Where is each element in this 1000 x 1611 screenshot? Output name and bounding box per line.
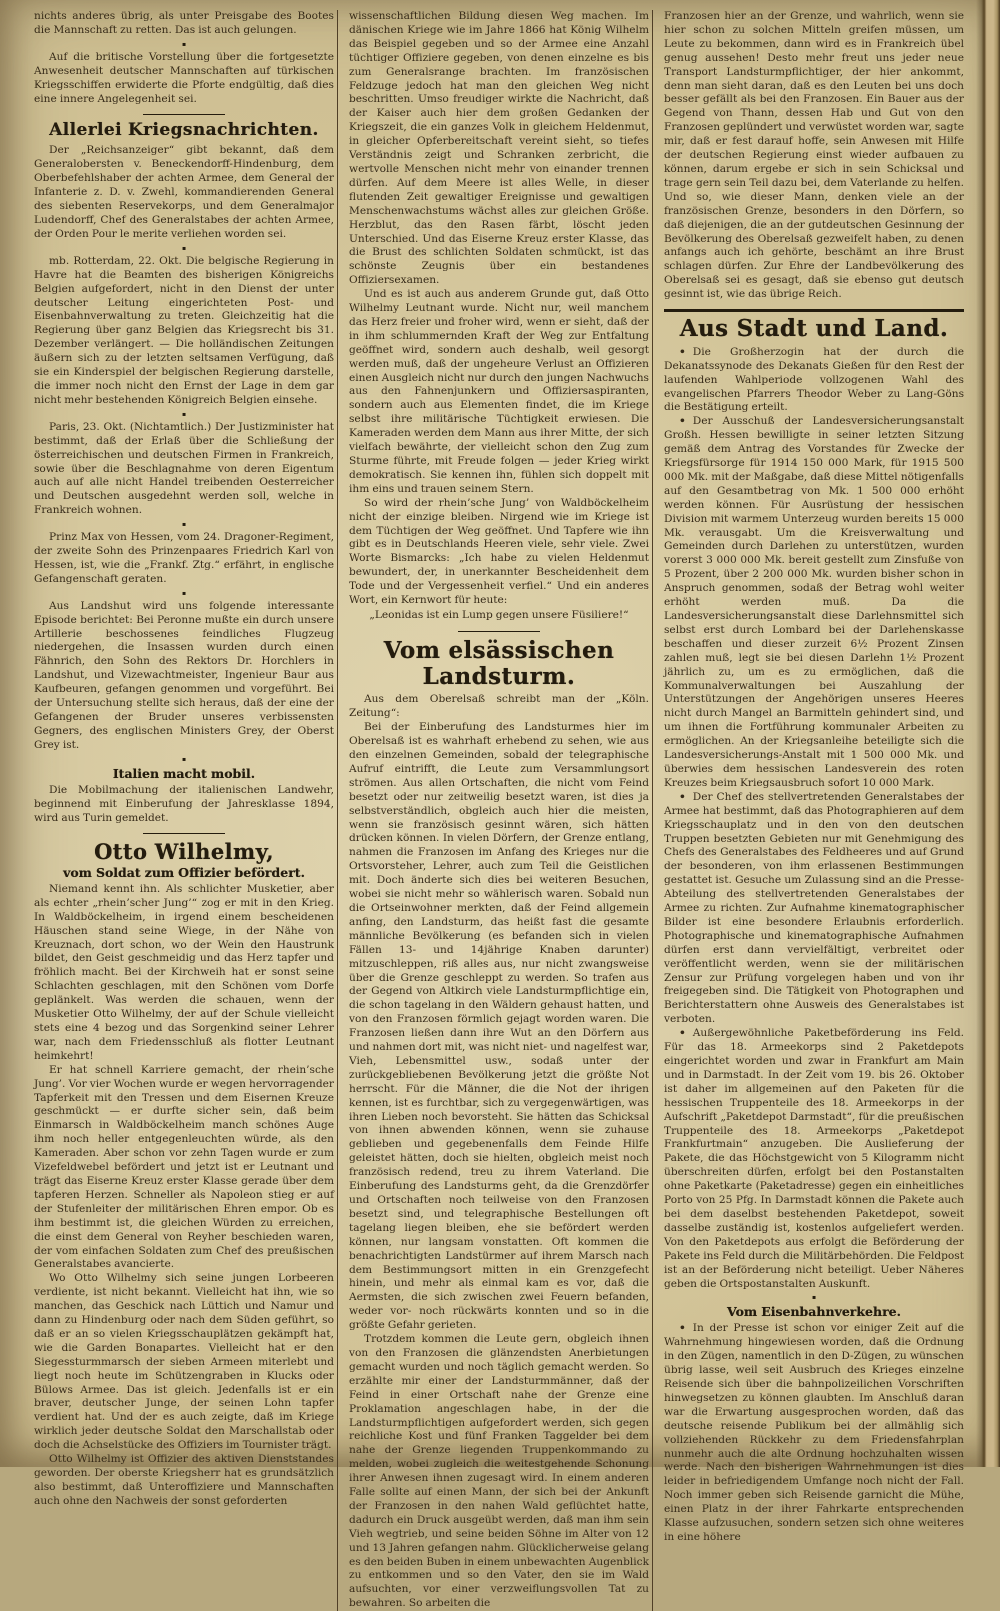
column-3 <box>652 10 967 1611</box>
paragraph: Und es ist auch aus anderem Grunde gut, daß Otto Wilhelmy Leutnant wurde. Nicht nur, weil manchem das Herz freier und froher wird, wenn er sieht, daß der in ihm schlummernden Kraft der Weg zur Entfaltung geöffnet wird, sondern auch deshalb, weil gesorgt werden muß, daß der ungeheure Verlust an Offizieren einen Ausgleich nicht nur durch den jungen Nachwuchs aus den Fahnenjunkern und Offiziersaspiranten, sondern auch aus Elementen findet, die im Kriege selbst ihre militärische Tüchtigkeit erwiesen. Die Kameraden werden dem Mann aus ihrer Mitte, der sich vielfach bewährte, der vielleicht schon den Zug zum Sturme führte, mit Freude folgen — jeder Krieg wirkt demokratisch. Sie kennen ihn, fühlen sich doppelt mit ihm eins und trauen seinem Stern. <box>349 288 649 495</box>
article-headline: Aus Stadt und Land. <box>679 315 949 343</box>
article-headline: Vom elsässischen Landsturm. <box>383 636 615 690</box>
section-rule <box>664 309 964 312</box>
paragraph: Aus dem Oberelsaß schreibt man der „Köln. Zeitung“: <box>349 693 649 720</box>
news-item: • Die Großherzogin hat der durch die Dekanatssynode des Dekanats Gießen für den Rest der laufenden Wahlperiode vollzogenen Wahl des evangelischen Pfarrers Theodor Weber zu Lang-Göns die Bestätigung erteilt. <box>664 345 964 414</box>
paragraph: nichts anderes übrig, als unter Preisgabe des Bootes die Mannschaft zu retten. Das ist auch gelungen. <box>34 10 334 36</box>
paragraph: Paris, 23. Okt. (Nichtamtlich.) Der Justizminister hat bestimmt, daß der Erlaß über die Schließung der österreichischen und deutschen Firmen in Frankreich, sowie über die Beschlagnahme von deren Eigentum auch auf alle nicht Handel treibenden Oesterreicher und Deutschen ausgedehnt werden soll, welche in Frankreich wohnen. <box>34 420 334 517</box>
paragraph: Prinz Max von Hessen, vom 24. Dragoner-Regiment, der zweite Sohn des Prinzenpaares Friedrich Karl von Hessen, ist, wie die „Frankf. Ztg.“ erfährt, in englische Gefangenschaft geraten. <box>34 531 334 585</box>
paragraph: Er hat schnell Karriere gemacht, der rhein’sche Jung’. Vor vier Wochen wurde er wegen hervorragender Tapferkeit mit den Tressen und dem Eisernen Kreuze geschmückt — er durfte sicher sein, daß beim Einmarsch in Waldböckelheim manch schönes Auge ihm noch heller entgegenleuchten würde, als den Kameraden. Aber schon vor zehn Tagen wurde er zum Vizefeldwebel befördert und jetzt ist er Leutnant und trägt das Eiserne Kreuz erster Klasse gerade über dem tapferen Herzen. Schneller als Napoleon stieg er auf der Stufenleiter der militärischen Ehren empor. Ob es ihm bestimmt ist, die gleichen Würden zu erreichen, die einst dem General von Reyher beschieden waren, der vom einfachen Soldaten zum Chef des preußischen Generalstabes avancierte. <box>34 1063 334 1271</box>
separator-mark-icon: ▪ <box>811 1294 817 1302</box>
paragraph: wissenschaftlichen Bildung diesen Weg machen. Im dänischen Kriege wie im Jahre 1866 hat König Wilhelm das Beispiel gegeben und so der Armee eine Anzahl tüchtiger Offiziere gegeben, von denen einzelne es bis zum Generalsrange brachten. Im französischen Feldzuge jedoch hat man den gleichen Weg nicht beschritten. Umso freudiger wirkte die Nachricht, daß der Kaiser auch hier dem großen Gedanken der Kriegszeit, die ein ganzes Volk in gleichem Heldenmut, in gleicher Opferbereitschaft vereint sieht, so tiefes Verständnis zeigt und Schranken zerbricht, die wertvolle Menschen nicht mehr von einander trennen dürfen. Auf dem Meere ist alles Welle, in dieser flutenden Zeit gewaltiger Ereignisse und gewaltigen Menschenwachstums wächst alles zur gleichen Größe. Herzblut, das den Rasen färbt, löscht jeden Unterschied. Und das Eiserne Kreuz erster Klasse, das die Brust des schlichten Soldaten schmückt, ist das schönste Zeugnis über ein bestandenes Offiziersexamen. <box>349 10 649 287</box>
paragraph: So wird der rhein’sche Jung’ von Waldböckelheim nicht der einzige bleiben. Nirgend wie im Kriege ist dem Tüchtigen der Weg geöffnet. Und Tapfere wie ihn gibt es in Deutschlands Heeren viele, sehr viele. Zwei Worte Bismarcks: „Ich habe zu vielen Heldenmut bewundert, der, in unerkannter Bescheidenheit dem Tode und der Vergessenheit verfiel.“ Und ein anderes Wort, ein Kernwort für heute: <box>349 496 649 607</box>
columns <box>34 10 969 1611</box>
paragraph: Franzosen hier an der Grenze, und wahrlich, wenn sie hier schon zu solchen Mitteln greifen müssen, um Leute zu bekommen, dann wird es in Frankreich übel genug aussehen! Desto mehr freut uns jeder neue Transport Landsturmpflichtiger, der hier ankommt, denn man sieht daran, daß es den Leuten bei uns doch besser gefällt als bei den Franzosen. Ein Bauer aus der Gegend von Thann, dessen Hab und Gut von den Franzosen geplündert und verwüstet worden war, sagte mir, daß er fest darauf hoffe, sein Anwesen mit Hilfe der deutschen Regierung einst wieder aufbauen zu können, darum ergebe er sich in sein Schicksal und trage gern sein Teil dazu bei, dem Vaterlande zu helfen. Und so, wie dieser Mann, denken viele an der französischen Grenze, besonders in den Dörfern, so daß diejenigen, die an der gutdeutschen Gesinnung der Bevölkerung des Oberelsaß gezweifelt haben, zu denen anfangs auch ich gehörte, beschämt an ihre Brust schlagen dürfen. Zur Ehre der Landbevölkerung des Oberelsaß sei es gesagt, daß sie ebenso gut deutsch gesinnt ist, wie das übrige Reich. <box>664 10 964 301</box>
article-subheadline: Vom Eisenbahnverkehre. <box>727 1304 901 1320</box>
item-bullet-icon: • <box>679 1027 686 1040</box>
separator-mark-icon: ▪ <box>181 755 187 763</box>
paragraph: Otto Wilhelmy ist Offizier des aktiven Dienststandes geworden. Der oberste Kriegsherr hat es grundsätzlich also bestimmt, daß Unteroffiziere und Mannschaften auch ohne den Nachweis der sonst geforderten <box>34 1453 334 1507</box>
article-headline: Allerlei Kriegsnachrichten. <box>49 120 319 141</box>
paragraph: mb. Rotterdam, 22. Okt. Die belgische Regierung in Havre hat die Beamten des bisherigen Königreichs Belgien aufgefordert, nicht in den Dienst der unter deutscher Leitung eingerichteten Post- und Eisenbahnverwaltung zu treten. Gleichzeitig hat die Regierung über ganz Belgien das Kriegsrecht bis 31. Dezember verlängert. — Die holländischen Zeitungen äußern sich zu der letzten seltsamen Verfügung, daß sie ein Kinderspiel der belgischen Regierung darstelle, die immer noch nicht den Ernst der Lage in dem gar nicht mehr bestehenden Königreich Belgien einsehe. <box>34 254 334 406</box>
paragraph: Wo Otto Wilhelmy sich seine jungen Lorbeeren verdiente, ist nicht bekannt. Vielleicht hat ihn, wie so manchen, das Geschick nach Lüttich und Namur und dann zu Hindenburg oder nach dem Süden geführt, so daß er an so vielen Kriegsschauplätzen gekämpft hat, wie die Garden Bonapartes. Vielleicht hat er den Siegessturmmarsch der sieben Armeen miterlebt und liegt noch heute im Schützengraben in Klucks oder Bülows Armee. Das ist gleich. Jedenfalls ist er ein braver, deutscher Junge, der seinen Lohn tapfer verdient hat. Und der es auch zeigte, daß im Kriege wirklich jeder deutsche Soldat den Marschallstab oder doch die Achselstücke des Offiziers im Tournister trägt. <box>34 1272 334 1452</box>
separator-mark-icon: ▪ <box>181 244 187 252</box>
quote-line: „Leonidas ist ein Lump gegen unsere Füsiliere!“ <box>369 608 629 621</box>
article-subheadline: Italien macht mobil. <box>112 765 256 781</box>
paragraph: Niemand kennt ihn. Als schlichter Musketier, aber als echter „rhein’scher Jung’“ zog er mit in den Krieg. In Waldböckelheim, in irgend einem bescheidenen Häuschen stand seine Wiege, in der Nähe von Kreuznach, dort schon, wo der Wein den Haustrunk bildet, den Geist geschmeidig und das Herz tapfer und fröhlich macht. Bei der Kirchweih hat er sonst seine Schlachten geschlagen, mit den Schönen vom Dorfe geplänkelt. Was werden die schauen, wenn der Musketier Otto Wilhelmy, der auf der Schule vielleicht stets eine 4 bezog und das Sorgenkind seiner Lehrer war, nach dem Friedensschluß als flotter Leutnant heimkehrt! <box>34 882 334 1062</box>
item-bullet-icon: • <box>679 1322 686 1335</box>
item-bullet-icon: • <box>679 415 686 428</box>
separator-mark-icon: ▪ <box>181 410 187 418</box>
column-2 <box>337 10 652 1611</box>
separator-mark-icon: ▪ <box>181 589 187 597</box>
paragraph: Die Mobilmachung der italienischen Landwehr, beginnend mit Einberufung der Jahresklasse 1894, wird aus Turin gemeldet. <box>34 783 334 824</box>
news-item: • Der Chef des stellvertretenden Generalstabes der Armee hat bestimmt, daß das Photographieren auf dem Kriegsschauplatz und in den von den deutschen Truppen besetzten Gebieten nur mit Genehmigung des Chefs des Generalstabes des Feldheeres und auf Grund der besonderen, von ihm erlassenen Bestimmungen gestattet ist. Gesuche um Zulassung sind an die Presse-Abteilung des stellvertretenden Generalstabes der Armee zu richten. Zur Aufnahme kinematographischer Bilder ist eine besondere Erlaubnis erforderlich. Photographische und kinematographische Aufnahmen dürfen erst dann vervielfältigt, verbreitet oder veröffentlicht werden, wenn sie der militärischen Zensur zur Prüfung vorgelegen haben und von ihr freigegeben sind. Die Tätigkeit von Photographen und Berichterstattern ohne Ausweis des Generalstabes ist verboten. <box>664 790 964 1026</box>
paragraph: Der „Reichsanzeiger“ gibt bekannt, daß dem Generalobersten v. Beneckendorff-Hindenburg, dem Oberbefehlshaber der achten Armee, dem General der Infanterie z. D. v. Zwehl, kommandierenden General des siebenten Reservekorps, und dem Generalmajor Ludendorff, Chef des Generalstabes der achten Armee, der Orden Pour le merite verliehen worden sei. <box>34 144 334 240</box>
news-item: • Der Ausschuß der Landesversicherungsanstalt Großh. Hessen bewilligte in seiner letzten Sitzung gemäß dem Antrag des Vorstandes für Zwecke der Kriegsfürsorge für 1914 150 000 Mark, für 1915 500 000 Mk. mit der Maßgabe, daß diese Mittel nötigenfalls auf den Gesamtbetrag von Mk. 1 500 000 erhöht werden können. Für Ausrüstung der hessischen Division mit warmem Unterzeug wurden bereits 15 000 Mk. verausgabt. Um die Kreisverwaltung und Gemeinden durch Darlehen zu unterstützen, wurden vorerst 3 000 000 Mk. bereit gestellt zum Zinsfuße von 5 Prozent, über 2 200 000 Mk. wurden bisher schon in Anspruch genommen, sodaß der Betrag wohl weiter erhöht werden muß. Da die Landesversicherungsanstalt diese Darlehnsmittel sich selbst erst durch Lombard bei der Darlehenskasse beschaffen und dieser zurzeit 6½ Prozent Zinsen zahlen muß, legt sie bei diesen Darlehn 1½ Prozent jährlich zu, um es zu ermöglichen, daß die Kommunalverwaltungen bei Auszahlung der Unterstützungen der Angehörigen unseres Heeres nicht durch Mangel an Barmitteln gehindert sind, und um ihnen die Fortführung kommunaler Arbeiten zu ermöglichen. An der Kriegsanleihe beteiligte sich die Landesversicherungs-Anstalt mit 1 500 000 Mk. und überwies dem hessischen Landesverein des roten Kreuzes beim Kriegsausbruch sofort 10 000 Mark. <box>664 415 964 789</box>
separator-mark-icon: ▪ <box>181 40 187 48</box>
separator-rule <box>143 114 225 115</box>
separator-rule <box>458 631 540 632</box>
news-item: • Außergewöhnliche Paketbeförderung ins Feld. Für das 18. Armeekorps sind 2 Paketdepots eingerichtet worden und zwar in Frankfurt am Main und in Darmstadt. In der Zeit vom 19. bis 26. Oktober ist daher im allgemeinen auf den Paketen für die hessischen Truppenteile des 18. Armeekorps in der Aufschrift „Paketdepot Darmstadt“, für die preußischen Truppenteile des 18. Armeekorps „Paketdepot Frankfurtmain“ anzugeben. Die Auslieferung der Pakete, die das Höchstgewicht von 5 Kilogramm nicht überschreiten dürfen, erfolgt bei den Postanstalten ohne Paketkarte (Paketadresse) gegen ein einheitliches Porto von 25 Pfg. In Darmstadt können die Pakete auch bei dem daselbst bestehenden Paketdepot, soweit dasselbe zuständig ist, kostenlos aufgeliefert werden. Von den Paketdepots aus erfolgt die Beförderung der Pakete ins Feld durch die Militärbehörden. Die Feldpost ist an der Beförderung nicht beteiligt. Ueber Näheres geben die Ortspostanstalten Auskunft. <box>664 1027 964 1290</box>
page-edge <box>976 0 1000 1467</box>
item-bullet-icon: • <box>679 345 686 358</box>
item-bullet-icon: • <box>679 790 686 803</box>
paragraph: Trotzdem kommen die Leute gern, obgleich ihnen von den Franzosen die glänzendsten Anerbietungen gemacht wurden und noch täglich gemacht werden. So erzählte mir einer der Landsturmmänner, daß der Feind in einer Ortschaft nahe der Grenze eine Proklamation angeschlagen habe, in der die Landsturmpflichtigen aufgefordert werden, sich gegen reichliche Kost und fünf Franken Taggelder bei dem nahe der Grenze liegenden Truppenkommando zu melden, wobei zugleich die weitestgehende Schonung ihrer Anwesen ihnen zugesagt wird. In einem anderen Falle sollte auf einen Mann, der sich bei der Ankunft der Franzosen in den nahen Wald geflüchtet hatte, dadurch ein Druck ausgeübt werden, daß man ihm sein Vieh wegtrieb, und seine beiden Söhne im Alter von 12 und 13 Jahren gefangen nahm. Glücklicherweise gelang es den beiden Buben in einem unbewachten Augenblick zu entkommen und so den Vater, den sie im Wald aufsuchten, vor einer verzweiflungsvollen Tat zu bewahren. So arbeiten die <box>349 1333 649 1610</box>
separator-rule <box>143 833 225 834</box>
article-headline: Otto Wilhelmy, <box>94 839 274 865</box>
paragraph: Aus Landshut wird uns folgende interessante Episode berichtet: Bei Peronne mußte ein durch unsere Artillerie beschossenes feindliches Flugzeug niedergehen, die Insassen wurden durch einen Fähnrich, den Sohn des Rektors Dr. Horchlers in Landshut, und Vizewachtmeister, Ingenieur Baur aus Kaufbeuren, gefangen genommen und vorgeführt. Bei der Untersuchung stellte sich heraus, daß der eine der Gefangenen der Bruder unseres verbissensten Gegners, des englischen Ministers Grey, der Oberst Grey ist. <box>34 599 334 751</box>
column-1 <box>34 10 337 1611</box>
paragraph: Auf die britische Vorstellung über die fortgesetzte Anwesenheit deutscher Mannschaften auf türkischen Kriegsschiffen erwiderte die Pforte endgültig, daß dies eine innere Angelegenheit sei. <box>34 50 334 105</box>
paragraph: Bei der Einberufung des Landsturmes hier im Oberelsaß ist es wahrhaft erhebend zu sehen, wie aus den einzelnen Gemeinden, sobald der telegraphische Aufruf eintrifft, die Leute zum Versammlungsort strömen. Aus allen Ortschaften, die nicht vom Feind besetzt oder nur zeitweilig besetzt waren, ist dies ja selbstverständlich, obgleich auch hier die meisten, wenn sie französisch gesinnt wären, sich hätten drücken können. In vielen Dörfern, der Grenze entlang, nahmen die Franzosen im Anfang des Krieges nur die Ortsvorsteher, Lehrer, auch zum Teil die Geistlichen mit. Doch änderte sich dies bei weiteren Besuchen, wobei sie nicht mehr so wählerisch waren. Sobald nun die Ortseinwohner merkten, daß der Feind allgemein anfing, den Landsturm, das heißt fast die gesamte männliche Bevölkerung (es befanden sich in vielen Fällen 13- und 14jährige Knaben darunter) mitzuschleppen, riß alles aus, nur nicht zwangsweise über die Grenze geschleppt zu werden. So trafen aus der Gegend von Altkirch viele Landsturmpflichtige ein, die schon tagelang in den Wäldern gehaust hatten, und von den Franzosen förmlich gejagt worden waren. Die Franzosen ließen dann ihre Wut an den Dörfern aus und nahmen dort mit, was nicht niet- und nagelfest war, Vieh, Lebensmittel usw., sodaß unter der zurückgebliebenen Bevölkerung jetzt die größte Not herrscht. Für die Männer, die die Not der ihrigen kennen, ist es furchtbar, sich zu vergegenwärtigen, was ihren Lieben noch bevorsteht. Sie hätten das Schicksal von ihnen abwenden können, wenn sie zuhause geblieben und gegebenenfalls dem Feinde Hilfe geleistet hätten, doch sie hielten, obgleich meist noch französisch redend, treu zu ihrem Vaterland. Die Einberufung des Landsturms geht, da die Grenzdörfer und Ortschaften noch teilweise von den Franzosen besetzt sind, und telegraphische Bestellungen oft tagelang liegen bleiben, ehe sie befördert werden können, nur langsam vonstatten. Oft kommen die benachrichtigten Landstürmer auf ihrem Marsch nach dem Bestimmungsort mitten in ein Grenzgefecht hinein, und mehr als einmal kam es vor, daß die Aermsten, die sich zwischen zwei Feuern befanden, weder vor- noch rückwärts konnten und so in die größte Gefahr gerieten. <box>349 721 649 1332</box>
news-item: • In der Presse ist schon vor einiger Zeit auf die Wahrnehmung hingewiesen worden, daß die Ordnung in den Zügen, namentlich in den D-Zügen, zu wünschen übrig lasse, weil seit Ausbruch des Krieges einzelne Reisende sich über die bahnpolizeilichen Vorschriften hinwegsetzen zu können glaubten. Im Anschluß daran war die Erwartung ausgesprochen worden, daß das deutsche reisende Publikum bei der allmählig sich vollziehenden Rückkehr zu dem Friedensfahrplan nunmehr auch die alte Ordnung hochzuhalten wissen werde. Nach den bisherigen Wahrnehmungen ist dies leider in befriedigendem Umfange noch nicht der Fall. Noch immer geben sich Reisende garnicht die Mühe, einen Platz in der ihrer Fahrkarte entsprechenden Klasse aufzusuchen, sondern setzen sich ohne weiteres in eine höhere <box>664 1322 964 1543</box>
article-subheadline: vom Soldat zum Offizier befördert. <box>63 864 305 880</box>
separator-mark-icon: ▪ <box>181 521 187 529</box>
